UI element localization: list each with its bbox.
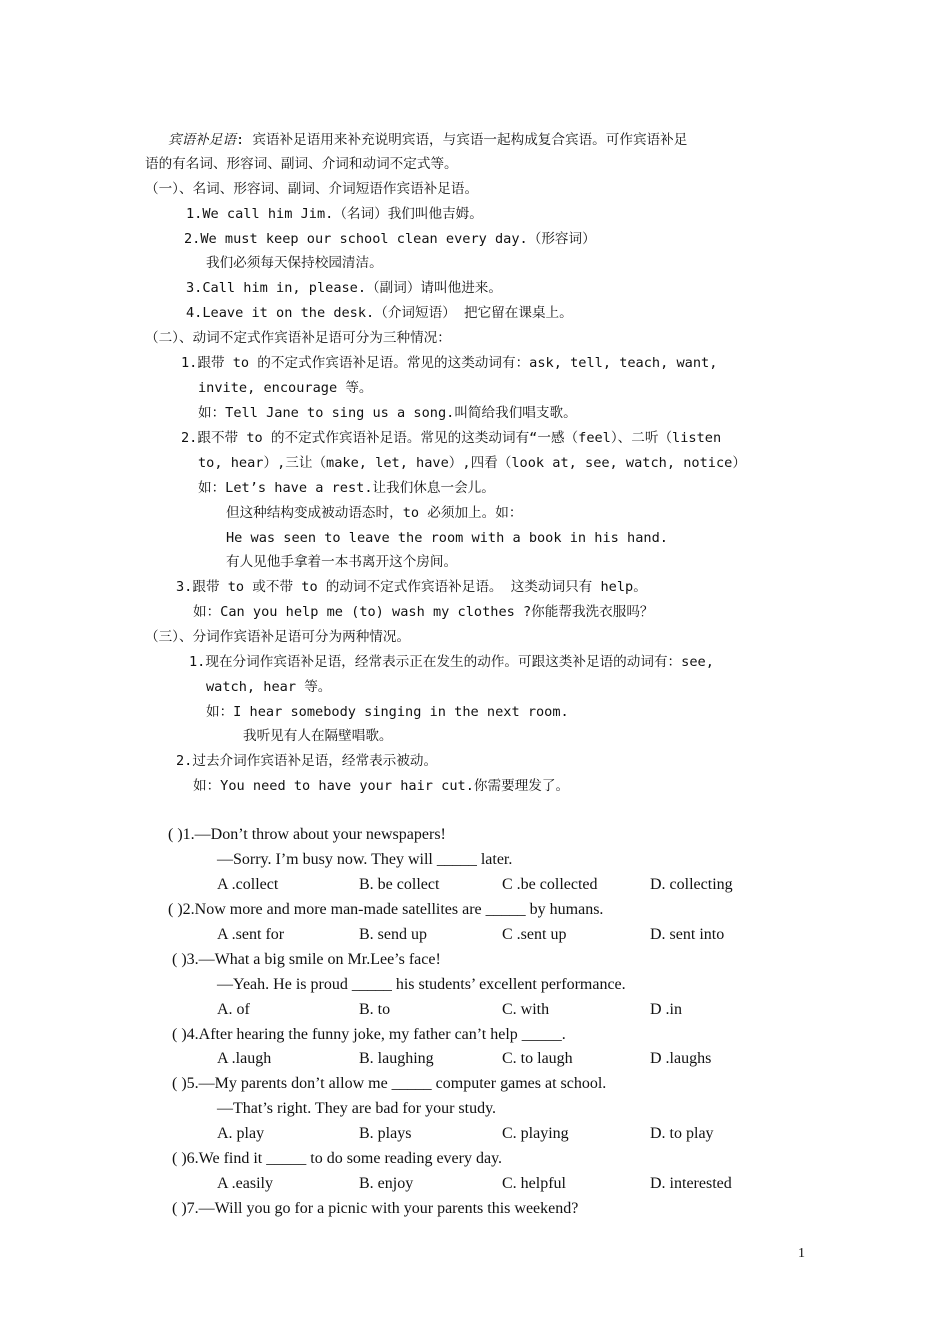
option-c: C .be collected	[502, 876, 598, 893]
section2-line: 如：Can you help me (to) wash my clothes ?你能帮我洗衣服吗？	[193, 604, 654, 620]
option-b: B. send up	[359, 926, 427, 943]
section2-line: 有人见他手拿着一本书离开这个房间。	[226, 554, 458, 570]
section1-heading: （一）、名词、形容词、副词、介词短语作宾语补足语。	[145, 181, 479, 197]
section2-line: 1.跟带 to 的不定式作宾语补足语。常见的这类动词有：ask, tell, teach, want,	[181, 355, 718, 371]
option-b: B. enjoy	[359, 1175, 414, 1192]
option-b: B. plays	[359, 1125, 412, 1142]
question-stem: ( )4.After hearing the funny joke, my father can’t help _____.	[172, 1026, 566, 1043]
option-b: B. be collect	[359, 876, 440, 893]
section1-item: 4.Leave it on the desk.（介词短语） 把它留在课桌上。	[186, 305, 573, 321]
section2-line: 3.跟带 to 或不带 to 的动词不定式作宾语补足语。 这类动词只有 help。	[176, 579, 647, 595]
intro-term: 宾语补足语	[168, 132, 236, 148]
option-d: D. sent into	[650, 926, 725, 943]
option-d: D. to play	[650, 1125, 714, 1142]
section2-line: invite, encourage 等。	[198, 380, 373, 396]
question-reply: —Sorry. I’m busy now. They will _____ later.	[217, 851, 513, 868]
section2-line: He was seen to leave the room with a book in his hand.	[226, 530, 668, 546]
question-reply: —That’s right. They are bad for your study.	[217, 1100, 497, 1117]
option-a: A. of	[217, 1001, 250, 1018]
option-c: C. playing	[502, 1125, 569, 1142]
page-number: 1	[798, 1246, 805, 1261]
option-d: D. interested	[650, 1175, 732, 1192]
option-d: D. collecting	[650, 876, 733, 893]
section3-line: 我听见有人在隔壁唱歌。	[243, 728, 393, 744]
option-c: C. helpful	[502, 1175, 566, 1192]
section3-line: 如：You need to have your hair cut.你需要理发了。	[193, 778, 570, 794]
option-a: A .sent for	[217, 926, 285, 943]
option-a: A .collect	[217, 876, 279, 893]
question-reply: —Yeah. He is proud _____ his students’ excellent performance.	[217, 976, 626, 993]
intro-definition: : 宾语补足语用来补充说明宾语，与宾语一起构成复合宾语。可作宾语补足	[235, 132, 688, 148]
intro-line-1	[168, 128, 687, 152]
question-stem: ( )7.—Will you go for a picnic with your parents this weekend?	[172, 1200, 579, 1217]
option-c: C. to laugh	[502, 1050, 573, 1067]
section2-line: to, hear）,三让（make, let, have）,四看（look at, see, watch, notice）	[198, 455, 746, 471]
question-stem: ( )2.Now more and more man-made satellites are _____ by humans.	[168, 901, 604, 918]
section2-line: 如：Let’s have a rest.让我们休息一会儿。	[198, 480, 495, 496]
option-c: C .sent up	[502, 926, 567, 943]
question-stem: ( )6.We find it _____ to do some reading every day.	[172, 1150, 503, 1167]
option-d: D .laughs	[650, 1050, 712, 1067]
section1-item: 3.Call him in, please.（副词）请叫他进来。	[186, 280, 502, 296]
section2-line: 如：Tell Jane to sing us a song.叫简给我们唱支歌。	[198, 405, 577, 421]
option-d: D .in	[650, 1001, 682, 1018]
option-a: A .easily	[217, 1175, 273, 1192]
section1-item: 2.We must keep our school clean every day.（形容词）	[184, 231, 596, 247]
section3-heading: （三）、分词作宾语补足语可分为两种情况。	[145, 629, 411, 645]
intro-line-2: 语的有名词、形容词、副词、介词和动词不定式等。	[145, 156, 458, 172]
section1-item: 我们必须每天保持校园清洁。	[206, 255, 383, 271]
section3-line: 如：I hear somebody singing in the next room.	[206, 704, 569, 720]
option-a: A .laugh	[217, 1050, 272, 1067]
section3-line: watch, hear 等。	[206, 679, 332, 695]
question-stem: ( )3.—What a big smile on Mr.Lee’s face!	[172, 951, 441, 968]
section3-line: 2.过去介词作宾语补足语，经常表示被动。	[176, 753, 438, 769]
question-stem: ( )1.—Don’t throw about your newspapers!	[168, 826, 446, 843]
option-b: B. to	[359, 1001, 391, 1018]
option-b: B. laughing	[359, 1050, 434, 1067]
section2-line: 2.跟不带 to 的不定式作宾语补足语。常见的这类动词有“一感（feel）、二听（listen	[181, 430, 722, 446]
option-a: A. play	[217, 1125, 265, 1142]
section2-heading: （二）、动词不定式作宾语补足语可分为三种情况：	[145, 330, 451, 346]
question-stem: ( )5.—My parents don’t allow me _____ computer games at school.	[172, 1075, 607, 1092]
section2-line: 但这种结构变成被动语态时，to 必须加上。如：	[226, 505, 523, 521]
section3-line: 1.现在分词作宾语补足语，经常表示正在发生的动作。可跟这类补足语的动词有：see,	[189, 654, 714, 670]
option-c: C. with	[502, 1001, 550, 1018]
section1-item: 1.We call him Jim.（名词）我们叫他吉姆。	[186, 206, 483, 222]
